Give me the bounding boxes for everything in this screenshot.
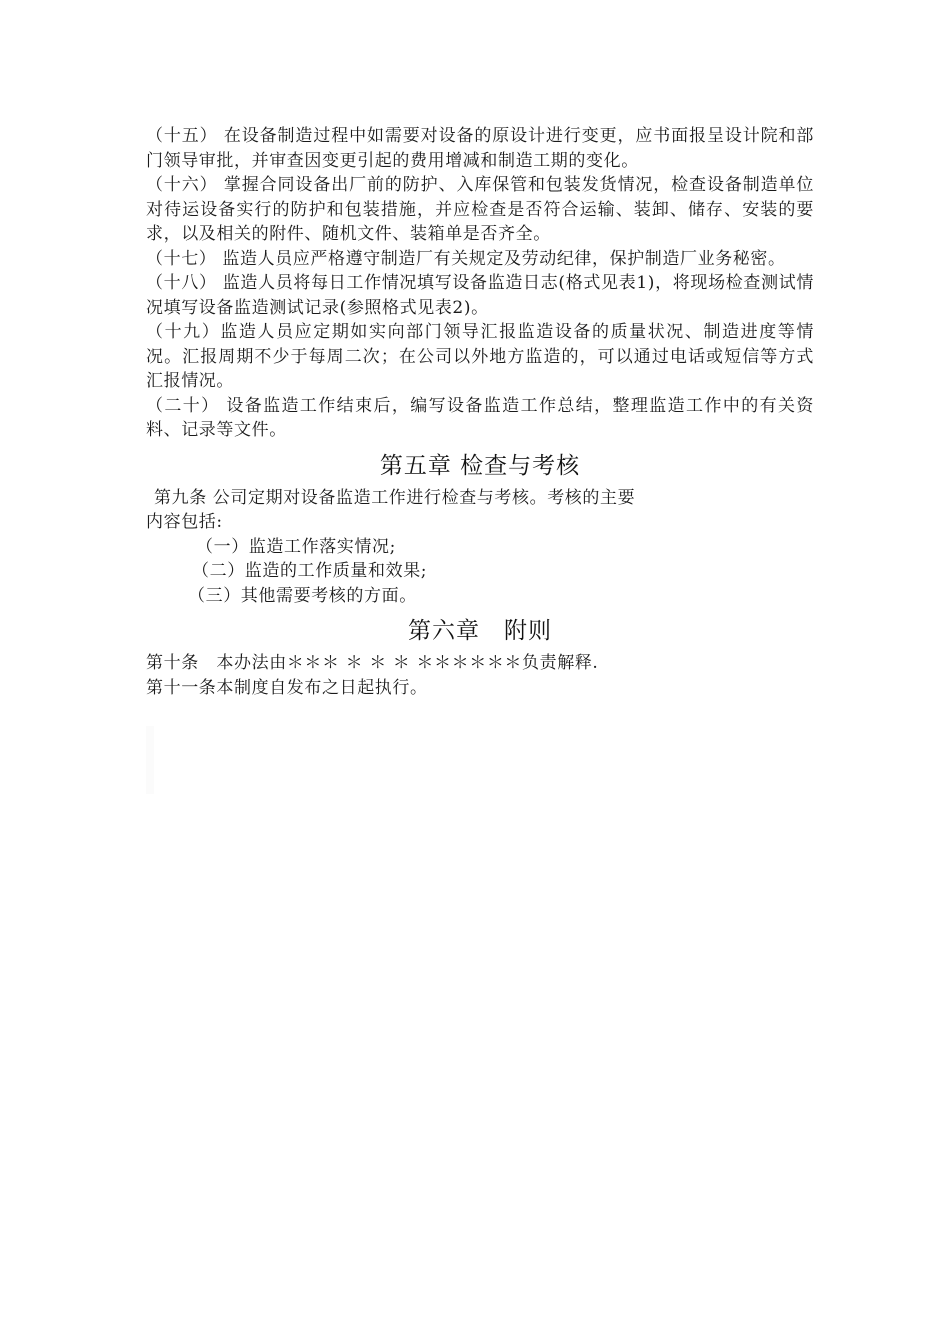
article-9-line-1: 第九条 公司定期对设备监造工作进行检查与考核。考核的主要 — [154, 487, 636, 508]
paragraph-17: （十七） 监造人员应严格遵守制造厂有关规定及劳动纪律，保护制造厂业务秘密。 — [146, 248, 786, 269]
article-11: 第十一条本制度自发布之日起执行。 — [146, 677, 428, 698]
list-item-2: （二）监造的工作质量和效果; — [192, 561, 428, 581]
list-item-1: （一）监造工作落实情况; — [196, 536, 396, 557]
article-10: 第十条 本办法由＊＊＊ ＊ ＊ ＊ ＊＊＊＊＊＊负责解释. — [146, 653, 599, 673]
paragraph-19: （十九）监造人员应定期如实向部门领导汇报监造设备的质量状况、制造进度等情况。汇报周期不少于每周二次；在公司以外地方监造的，可以通过电话或短信等方式汇报情况。 — [146, 322, 814, 391]
chapter-5-heading: 第五章 检查与考核 — [379, 452, 581, 479]
document-page — [146, 124, 814, 700]
paragraph-15: （十五） 在设备制造过程中如需要对设备的原设计进行变更，应书面报呈设计院和部门领导审批，并审查因变更引起的费用增减和制造工期的变化。 — [146, 126, 814, 171]
paragraph-18: （十八） 监造人员将每日工作情况填写设备监造日志(格式见表1)，将现场检查测试情况填写设备监造测试记录(参照格式见表2)。 — [146, 273, 814, 318]
list-item-3: （三）其他需要考核的方面。 — [188, 585, 417, 606]
paragraph-20: （二十） 设备监造工作结束后，编写设备监造工作总结，整理监造工作中的有关资料、记录等文件。 — [146, 395, 814, 440]
chapter-6-heading: 第六章 附则 — [408, 618, 552, 644]
paragraph-16: （十六） 掌握合同设备出厂前的防护、入库保管和包装发货情况，检查设备制造单位对待运设备实行的防护和包装措施，并应检查是否符合运输、装卸、储存、安装的要求，以及相关的附件、随机文件、装箱单是否齐全。 — [146, 175, 814, 244]
scan-artifact — [146, 726, 154, 794]
article-9-line-2: 内容包括: — [146, 512, 223, 532]
